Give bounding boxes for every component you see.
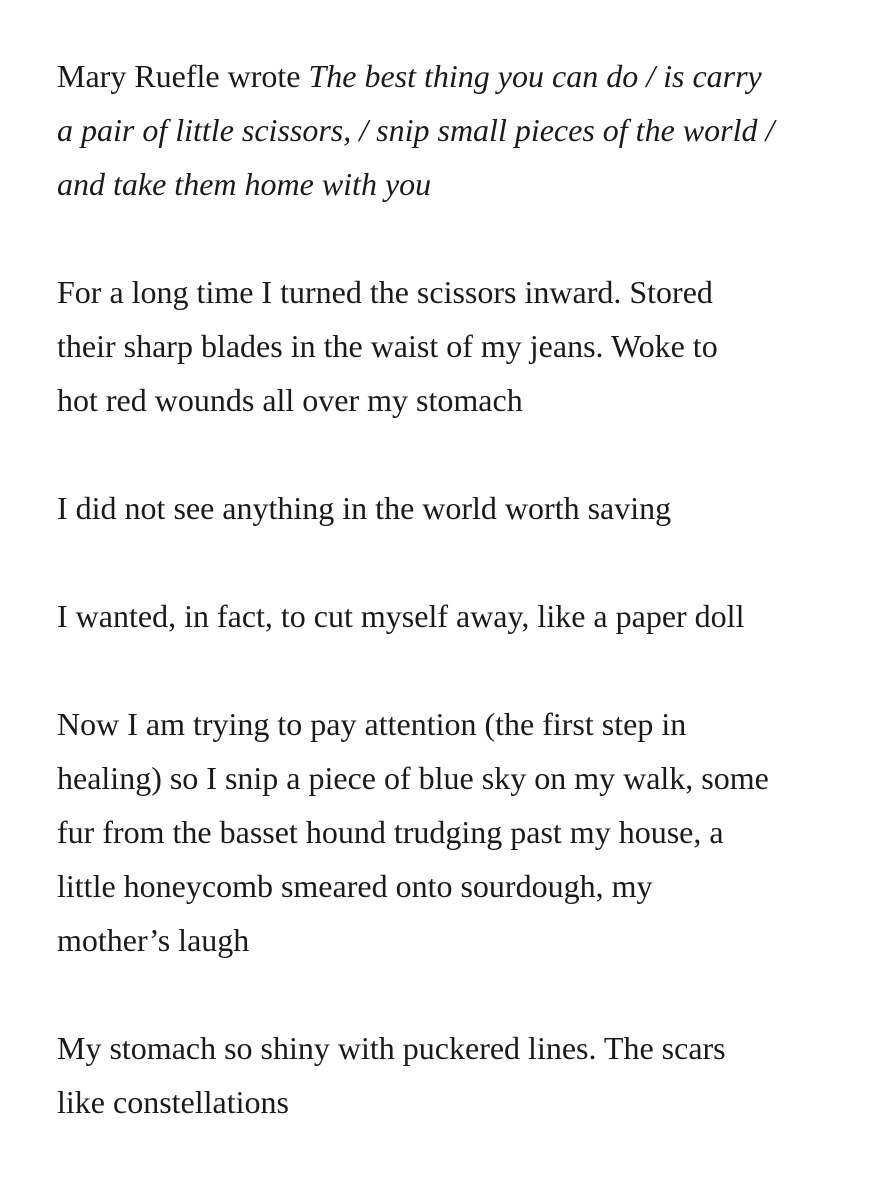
stanza-1 [57, 49, 847, 211]
quote-line: a pair of little scissors, / snip small pieces of the world / [57, 112, 775, 148]
poem-line: mother’s laugh [57, 922, 250, 958]
stanza-4 [57, 589, 847, 643]
quote-text: The best thing you can do / is carry [308, 58, 762, 94]
poem-line: For a long time I turned the scissors inward. Stored [57, 274, 713, 310]
poem-line: My stomach so shiny with puckered lines. The scars [57, 1030, 726, 1066]
stanza-2 [57, 265, 847, 427]
poem-line: Now I am trying to pay attention (the first step in [57, 706, 687, 742]
poem-line [57, 49, 847, 103]
poem-line: hot red wounds all over my stomach [57, 382, 523, 418]
poem-line: healing) so I snip a piece of blue sky on my walk, some [57, 760, 769, 796]
line-text: Mary Ruefle wrote [57, 58, 309, 94]
poem-line: their sharp blades in the waist of my jeans. Woke to [57, 328, 718, 364]
stanza-6 [57, 1021, 847, 1129]
stanza-3 [57, 481, 847, 535]
poem-line: fur from the basset hound trudging past my house, a [57, 814, 724, 850]
poem-line: I wanted, in fact, to cut myself away, like a paper doll [57, 598, 745, 634]
poem-line: I did not see anything in the world worth saving [57, 490, 672, 526]
poem-line: little honeycomb smeared onto sourdough, my [57, 868, 653, 904]
poem-line: like constellations [57, 1084, 289, 1120]
stanza-5 [57, 697, 847, 967]
quote-line: and take them home with you [57, 166, 432, 202]
poem-text [57, 49, 847, 1129]
